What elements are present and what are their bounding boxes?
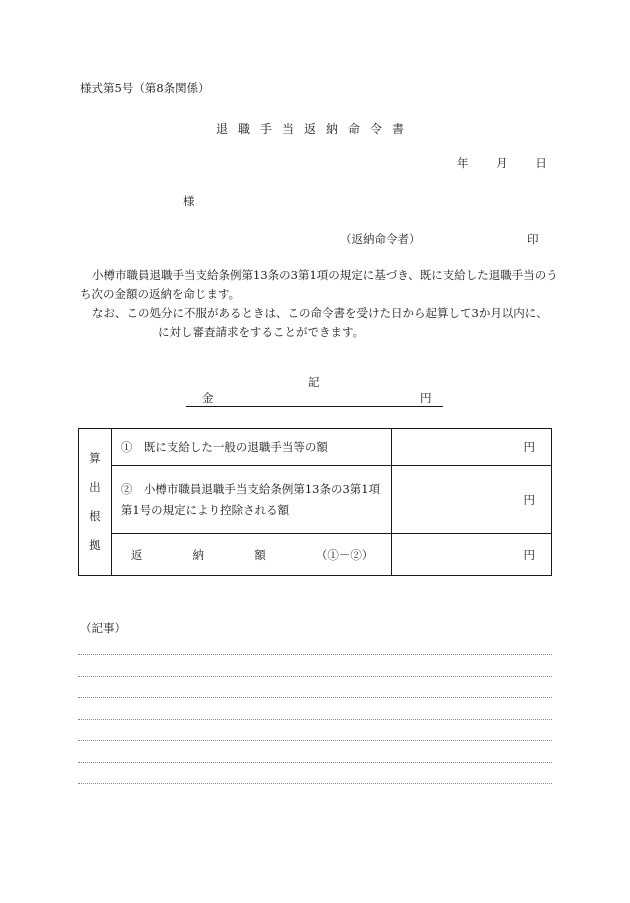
date-day: 日 bbox=[535, 156, 547, 170]
table-row bbox=[79, 534, 552, 576]
note-line bbox=[78, 719, 552, 720]
date-month: 月 bbox=[496, 156, 508, 170]
calculation-table bbox=[78, 428, 552, 576]
form-number: 様式第5号（第8条関係） bbox=[80, 81, 210, 95]
table-row bbox=[79, 429, 552, 466]
addressee: 様 bbox=[183, 194, 195, 208]
note-line bbox=[78, 654, 552, 655]
order-body bbox=[80, 266, 560, 342]
note-line bbox=[78, 740, 552, 741]
row3-amount: 円 bbox=[392, 534, 552, 576]
amount-yen: 円 bbox=[420, 391, 432, 405]
ki-heading: 記 bbox=[308, 375, 320, 389]
seal-mark: 印 bbox=[527, 232, 539, 246]
body-paragraph-3: に対し審査請求をすることができます。 bbox=[158, 325, 365, 339]
document-title: 退職手当返納命令書 bbox=[215, 122, 414, 136]
row2-amount: 円 bbox=[392, 466, 552, 534]
note-line bbox=[78, 676, 552, 677]
notes-label: （記事） bbox=[80, 621, 126, 635]
body-paragraph-1: 小樽市職員退職手当支給条例第13条の3第1項の規定に基づき、既に支給した退職手当のうち次の金額の返納を命じます。 bbox=[80, 268, 558, 301]
amount-line bbox=[186, 390, 443, 407]
row1-amount: 円 bbox=[392, 429, 552, 466]
note-line bbox=[78, 783, 552, 784]
table-row bbox=[79, 466, 552, 534]
row3-description: 返 納 額 （①－②） bbox=[111, 534, 392, 576]
row1-description: ① 既に支給した一般の退職手当等の額 bbox=[111, 429, 392, 466]
issue-date bbox=[457, 155, 547, 171]
note-line bbox=[78, 697, 552, 698]
row2-description: ② 小樽市職員退職手当支給条例第13条の3第1項第1号の規定により控除される額 bbox=[111, 466, 392, 534]
body-paragraph-2: なお、この処分に不服があるときは、この命令書を受けた日から起算して3か月以内に、 bbox=[92, 306, 548, 320]
date-year: 年 bbox=[457, 156, 469, 170]
note-line bbox=[78, 762, 552, 763]
basis-label: 算 出 根 拠 bbox=[79, 429, 112, 576]
amount-kin: 金 bbox=[202, 391, 214, 405]
issuer-label: （返納命令者） bbox=[340, 232, 421, 246]
